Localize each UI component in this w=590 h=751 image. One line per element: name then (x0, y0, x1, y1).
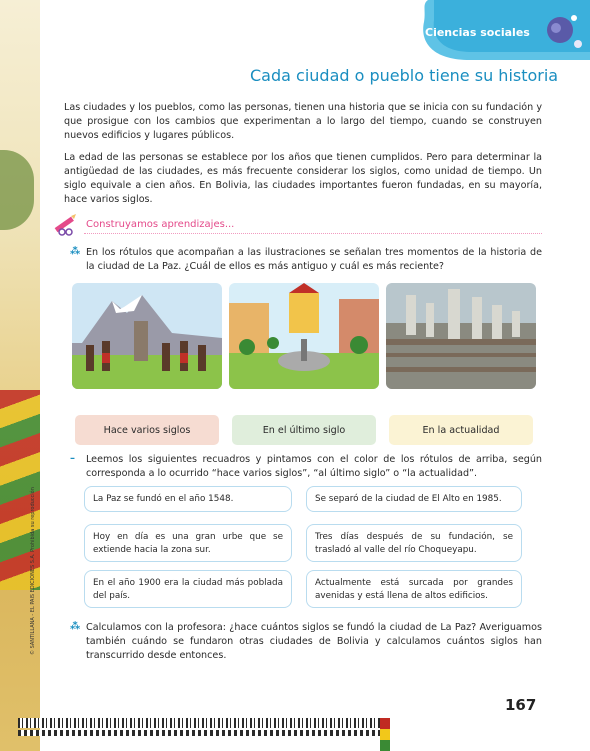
dash-bullet-icon: – (70, 453, 75, 464)
subject-label: Ciencias sociales (425, 26, 530, 39)
activity-2-text: Leemos los siguientes recuadros y pintamos con el color de los rótulos de arriba, según corresponda a lo ocurrido “hace varios siglos”, “al último siglo” o “la actualidad”. (86, 454, 542, 479)
bullet-icon-2: ⁂ (70, 621, 81, 632)
section-heading: Construyamos aprendizajes... (86, 219, 235, 230)
copyright-side-note: © SANTILLANA - EL PAIS EDICIONES S.A. Prohibida su reproducción (30, 487, 36, 655)
fact-card-3[interactable]: Hoy en día es una gran urbe que se extiende hacia la zona sur. (84, 524, 292, 562)
fact-card-2[interactable]: Se separó de la ciudad de El Alto en 1985. (306, 486, 522, 512)
bolivia-flag-stripe (380, 718, 390, 751)
label-en-el-ultimo-siglo: En el último siglo (232, 415, 376, 445)
intro-paragraph-2: La edad de las personas se establece por los años que tienen cumplidos. Pero para determinar la antigüedad de las ciudades, es más frecuente considerar los siglos, como unidad de tiempo. Un siglo equivale a cien años. En Bolivia, las ciudades importantes fueron fundadas, en su mayoría, hace varios siglos. (64, 152, 542, 205)
footer-pattern-band-2 (18, 730, 380, 736)
fact-card-1[interactable]: La Paz se fundó en el año 1548. (84, 486, 292, 512)
page-number: 167 (505, 696, 537, 714)
bullet-icon: ⁂ (70, 246, 81, 257)
label-hace-varios-siglos: Hace varios siglos (75, 415, 219, 445)
pencil-scissors-icon (52, 214, 82, 236)
illustration-colonial-era (72, 283, 222, 389)
intro-paragraph-1: Las ciudades y los pueblos, como las personas, tienen una historia que se inicia con su fundación y que prosigue con los cambios que experimentan a lo largo del tiempo, cuando se construyen nuevos edificios y lugares públicos. (64, 102, 542, 141)
page-title: Cada ciudad o pueblo tiene su historia (250, 66, 559, 85)
illustration-last-century (229, 283, 379, 389)
label-en-la-actualidad: En la actualidad (389, 415, 533, 445)
section-divider (84, 233, 542, 234)
activity-3-text: Calculamos con la profesora: ¿hace cuántos siglos se fundó la ciudad de La Paz? Averiguamos también cuándo se fundaron otras ciudades de Bolivia y calculamos cuántos siglos han transcurrido desde entonces. (86, 622, 542, 661)
activity-1-text: En los rótulos que acompañan a las ilustraciones se señalan tres momentos de la historia de la ciudad de La Paz. ¿Cuál de ellos es más antiguo y cuál es más reciente? (86, 247, 542, 272)
fact-card-4[interactable]: Tres días después de su fundación, se trasladó al valle del río Choqueyapu. (306, 524, 522, 562)
photo-la-paz-today (386, 283, 536, 389)
fact-card-5[interactable]: En el año 1900 era la ciudad más poblada del país. (84, 570, 292, 608)
footer-pattern-band (18, 718, 380, 728)
fact-card-6[interactable]: Actualmente está surcada por grandes avenidas y está llena de altos edificios. (306, 570, 522, 608)
